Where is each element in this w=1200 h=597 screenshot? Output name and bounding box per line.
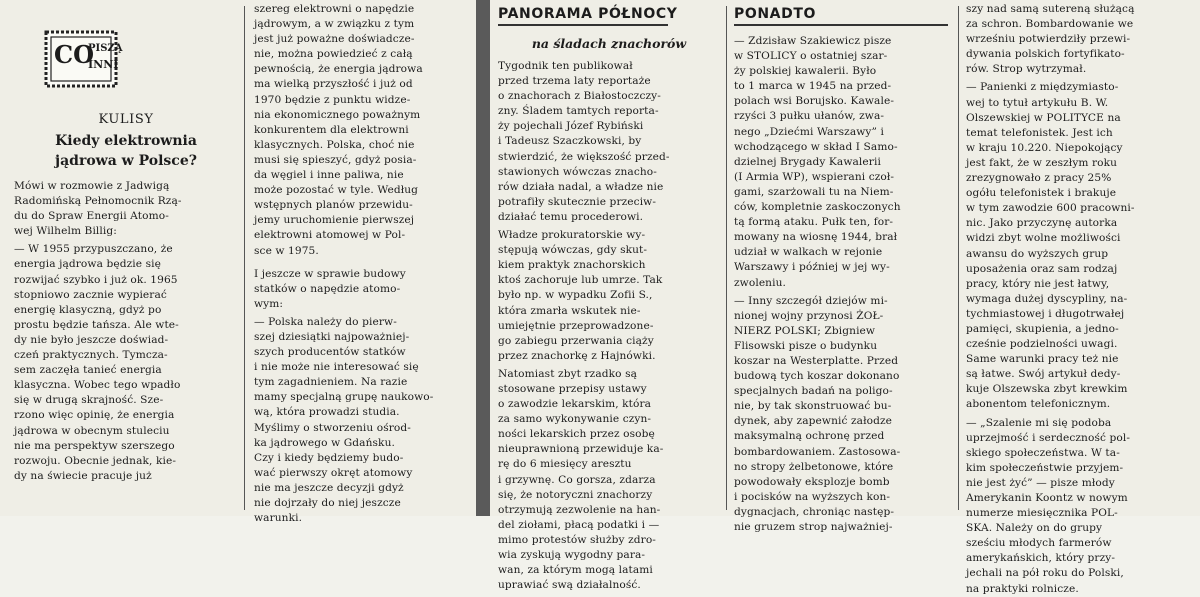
paragraph: — Panienki z międzymiasto- wej to tytuł artykułu B. W. Olszewskiej w POLITYCE na temat telefonistek. Jest ich w kraju 10.220. Niepokojący jest fakt, że w zeszłym roku zrezygnowało z pracy 25% ogółu telefonistek i brakuje w tym zawodzie 600 pracowni- nic. Jako przyczynę autorka widzi zbyt wolne możliwości awansu do wyższych grup uposażenia oraz sam rodzaj pracy, który nie jest łatwy, wymaga dużej dyscypliny, na- tychmiastowej i długotrwałej pamięci, skupienia, a jedno- cześnie podzielności uwagi. Same warunki pracy też nie są łatwe. Swój artykuł dedy- kuje Olszewska zbyt krewkim abonentom telefonicznym.	[966, 81, 1135, 411]
section-rule	[734, 24, 948, 26]
paragraph: — „Szalenie mi się podoba uprzejmość i serdeczność pol- skiego społeczeństwa. W ta- kim społeczeństwie przyjem- nie jest żyć” — pisze młody Amerykanin Koontz w nowym numerze miesięcznika POL- SKA. Należy on do grupy sześciu młodych farmerów amerykańskich, który przy- jechali na pół roku do Polski, na praktyki rolnicze.	[966, 416, 1131, 595]
left-column-1-text	[14, 179, 238, 484]
paragraph: Mówi w rozmowie z Jadwigą Radomińską Pełnomocnik Rzą- du do Spraw Energii Atomo- wej Wilhelm Billig:	[14, 180, 182, 238]
logo-inni: INNI	[88, 58, 119, 71]
co-pisza-inni-logo	[44, 30, 123, 88]
left-column-2	[254, 2, 474, 525]
left-column-1	[14, 0, 238, 516]
section-kulisy: KULISY	[98, 112, 154, 127]
column-rule	[244, 6, 245, 510]
paragraph: szereg elektrowni o napędzie jądrowym, a w związku z tym jest już poważne doświadcze- nie, można powiedzieć z całą pewnością, że energia jądrowa ma wielką przyszłość i już od 1970 będzie z punktu widze- nia ekonomicznego poważnym konkurentem dla elektrowni klasycznych. Polska, choć nie musi się spieszyć, gdyż posia- da węgiel i inne paliwa, nie może pozostać w tyle. Według wstępnych planów przewidu- jemy uruchomienie pierwszej elektrowni atomowej w Pol- sce w 1975.	[254, 3, 423, 257]
paragraph: Natomiast zbyt rzadko są stosowane przepisy ustawy o zawodzie lekarskim, która za samo wykonywanie czyn- ności lekarskich przez osobę nieuprawnioną przewiduje ka- rę do 6 miesięcy aresztu i grzywnę. Co gorsza, zdarza się, że notoryczni znachorzy otrzymują zezwolenie na han- del ziołami, płacą podatki i — mimo protestów służby zdro- wia zyskują wygodny para- wan, za którym mogą latami uprawiać swą działalność.	[498, 367, 664, 592]
right-column-2-text	[734, 34, 952, 535]
right-column-3	[966, 2, 1196, 595]
paragraph: szy nad samą sutereną służącą za schron. Bombardowanie we wrześniu potwierdziły przewi- dywania polskich fortyfikato- rów. Strop wytrzymał.	[966, 3, 1135, 76]
logo-co: CO	[54, 40, 95, 69]
paragraph: — Polska należy do pierw- szej dziesiątki najpoważniej- szych producentów statków i nie może nie interesować się tym zagadnieniem. Na razie mamy specjalną grupę naukowo- wą, która prowadzi studia. Myślimy o stworzeniu ośrod- ka jądrowego w Gdańsku. Czy i kiedy będziemy budo- wać pierwszy okręt atomowy nie ma jeszcze decyzji gdyż nie dojrzały do niej jeszcze warunki.	[254, 315, 434, 525]
paragraph: I jeszcze w sprawie budowy statków o napędzie atomo- wym:	[254, 267, 406, 310]
section-ponadto: PONADTO	[734, 6, 816, 22]
section-rule	[498, 24, 668, 26]
section-panorama-polnocy: PANORAMA PÓŁNOCY	[498, 6, 678, 22]
right-column-2	[734, 0, 952, 533]
left-page	[0, 0, 476, 525]
article-title-znachorow: na śladach znachorów	[531, 36, 687, 51]
logo-pisza: PISZĄ	[88, 43, 123, 54]
paragraph: Tygodnik ten publikował przed trzema laty reportaże o znachorach z Białostoczczy- zny. Śladem tamtych reporta- ży pojechali Józef Rybiński i Tadeusz Szaczkowski, by stwierdzić, że większość przed- stawionych wówczas znacho- rów działa nadal, a władze nie potrafiły skutecznie przeciw- działać temu procederowi.	[498, 60, 670, 223]
column-rule	[726, 6, 727, 510]
column-rule	[958, 6, 959, 510]
article-title-kiedy: Kiedy elektrownia jądrowa w Polsce?	[55, 133, 197, 169]
paragraph: — W 1955 przypuszczano, że energia jądrowa będzie się rozwijać szybko i już ok. 1965 stopniowo zacznie wypierać energię klasyczną, gdyż po prostu będzie tańsza. Ale wte- dy nie było jeszcze doświad- czeń praktycznych. Tymcza- sem zaczęła tanieć energia klasyczna. Wobec tego wpadło się w drugą skrajność. Sze- rzono więc opinię, że energia jądrowa w obecnym stuleciu nie ma perspektyw szerszego rozwoju. Obecnie jednak, kie- dy na świecie pracuje już	[14, 243, 181, 482]
right-page	[490, 0, 1200, 595]
paragraph: Władze prokuratorskie wy- stępują wówczas, gdy skut- kiem praktyk znachorskich ktoś zachoruje lub umrze. Tak było np. w wypadku Zofii S., która zmarła wskutek nie- umiejętnie przeprowadzone- go zabiegu przerwania ciąży przez znachorkę z Hajnówki.	[498, 229, 663, 362]
paragraph: — Inny szczegół dziejów mi- nionej wojny przynosi ŻOŁ- NIERZ POLSKI; Zbigniew Flisowski pisze o budynku koszar na Westerplatte. Przed budową tych koszar dokonano specjalnych badań na poligo- nie, by tak skonstruować bu- dynek, aby zapewnić załodze maksymalną ochronę przed bombardowaniem. Zastosowa- no stropy żelbetonowe, które powodowały eksplozje bomb i pocisków na wyższych kon- dygnacjach, chroniąc następ- nie gruzem strop najważniej-	[734, 294, 901, 533]
right-column-1-text	[498, 59, 720, 593]
page-gutter	[476, 0, 490, 516]
paragraph: — Zdzisław Szakiewicz pisze w STOLICY o ostatniej szar- ży polskiej kawalerii. Było to 1 marca w 1945 na przed- polach wsi Borujsko. Kawale- rzyści 3 pułku ułanów, zwa- nego „Dziećmi Warszawy” i wchodzącego w skład I Samo- dzielnej Brygady Kawalerii (I Armia WP), wspierani czoł- gami, szarżowali tu na Niem- ców, kompletnie zaskoczonych tą formą ataku. Pułk ten, for- mowany na wiosnę 1944, brał udział w walkach w rejonie Warszawy i później w jej wy- zwoleniu.	[734, 35, 901, 289]
right-column-1	[498, 0, 720, 592]
